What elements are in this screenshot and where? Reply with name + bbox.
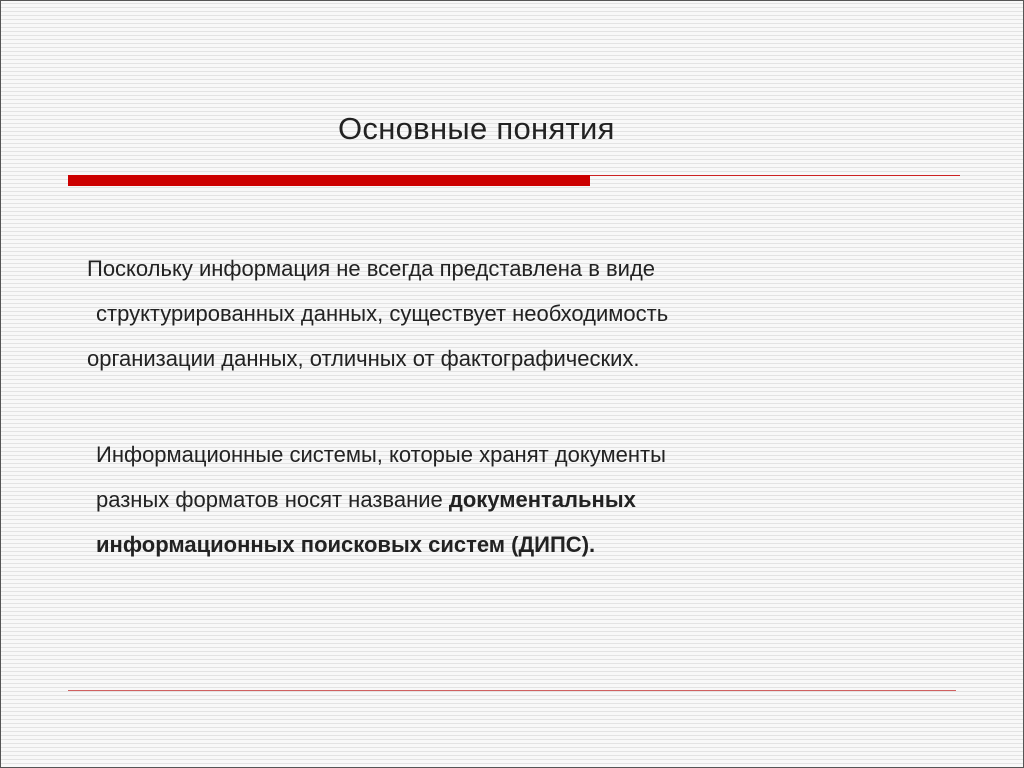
title-underline: [590, 175, 960, 176]
title-accent-bar: [68, 175, 590, 186]
slide-title: Основные понятия: [338, 111, 615, 146]
term-emphasis-2: информационных поисковых систем (ДИПС).: [96, 532, 596, 557]
paragraph-intro-line-2: структурированных данных, существует необходимость: [96, 301, 669, 326]
paragraph-intro-line-1: Поскольку информация не всегда представлена в виде: [87, 256, 656, 281]
paragraph-definition-line-2-text: разных форматов носят название: [96, 487, 449, 512]
footer-divider: [68, 690, 956, 691]
paragraph-definition: [96, 432, 666, 567]
paragraph-definition-line-2: [96, 477, 666, 522]
paragraph-definition-line-1: Информационные системы, которые хранят документы: [96, 442, 666, 467]
term-emphasis-1: документальных: [448, 487, 636, 512]
paragraph-intro-line-3: организации данных, отличных от фактографических.: [87, 346, 640, 371]
paragraph-intro: [87, 246, 668, 381]
